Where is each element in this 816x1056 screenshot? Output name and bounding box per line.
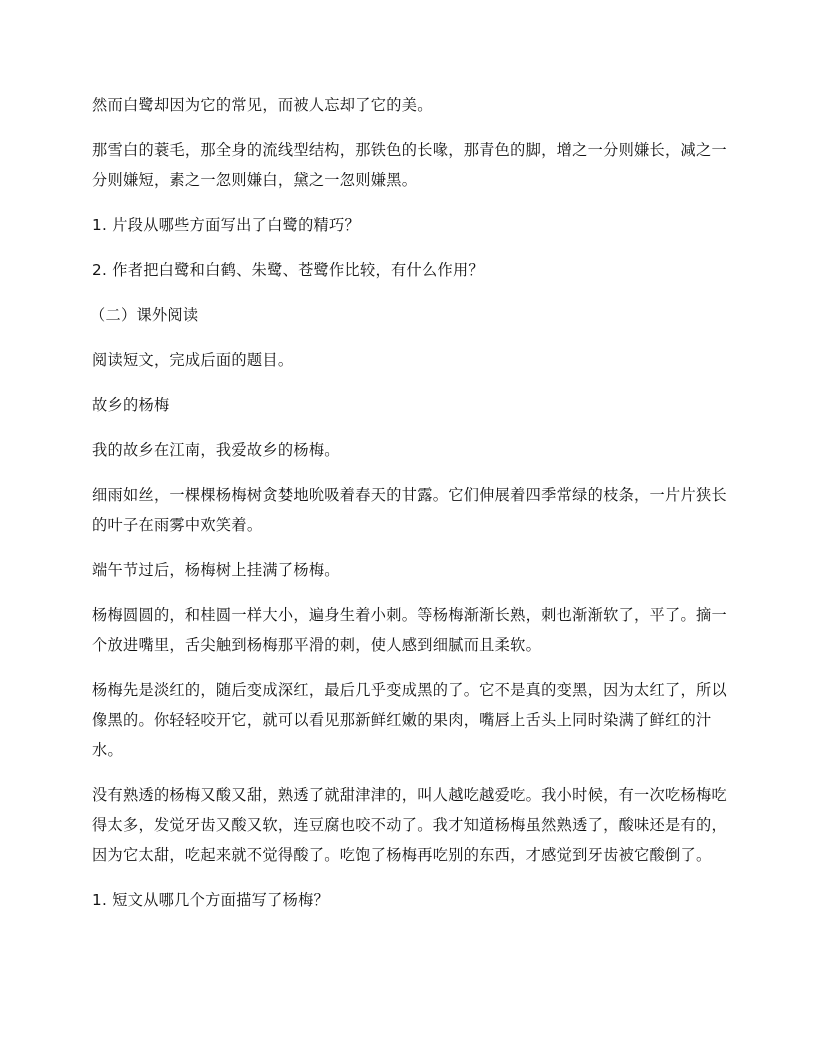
paragraph-hometown: 我的故乡在江南，我爱故乡的杨梅。 xyxy=(92,441,340,459)
paragraph-shape: 杨梅圆圆的，和桂圆一样大小，遍身生着小刺。等杨梅渐渐长熟，刺也渐渐软了，平了。摘一个放进嘴里，舌尖触到杨梅那平滑的刺，使人感到细腻而且柔软。 xyxy=(92,606,727,654)
question-egret-1: 1. 片段从哪些方面写出了白鹭的精巧？ xyxy=(92,216,361,234)
paragraph-egret-forgotten: 然而白鹭却因为它的常见，而被人忘却了它的美。 xyxy=(92,96,433,114)
paragraph-dragon-boat: 端午节过后，杨梅树上挂满了杨梅。 xyxy=(92,561,340,579)
document-body xyxy=(92,90,732,930)
paragraph-egret-description: 那雪白的蓑毛，那全身的流线型结构，那铁色的长喙，那青色的脚，增之一分则嫌长，减之一分则嫌短，素之一忽则嫌白，黛之一忽则嫌黑。 xyxy=(92,141,727,189)
paragraph-color: 杨梅先是淡红的，随后变成深红，最后几乎变成黑的了。它不是真的变黑，因为太红了，所以像黑的。你轻轻咬开它，就可以看见那新鲜红嫩的果肉，嘴唇上舌头上同时染满了鲜红的汁水。 xyxy=(92,681,727,759)
question-bayberry-1: 1. 短文从哪几个方面描写了杨梅？ xyxy=(92,891,330,909)
article-title: 故乡的杨梅 xyxy=(92,396,170,414)
paragraph-spring-rain: 细雨如丝，一棵棵杨梅树贪婪地吮吸着春天的甘露。它们伸展着四季常绿的枝条，一片片狭长的叶子在雨雾中欢笑着。 xyxy=(92,486,727,534)
instruction-text: 阅读短文，完成后面的题目。 xyxy=(92,351,294,369)
paragraph-taste: 没有熟透的杨梅又酸又甜，熟透了就甜津津的，叫人越吃越爱吃。我小时候，有一次吃杨梅吃得太多，发觉牙齿又酸又软，连豆腐也咬不动了。我才知道杨梅虽然熟透了，酸味还是有的，因为它太甜，吃起来就不觉得酸了。吃饱了杨梅再吃别的东西，才感觉到牙齿被它酸倒了。 xyxy=(92,786,727,864)
section-heading-extracurricular: （二）课外阅读 xyxy=(90,306,199,324)
question-egret-2: 2. 作者把白鹭和白鹤、朱鹭、苍鹭作比较，有什么作用？ xyxy=(92,261,484,279)
